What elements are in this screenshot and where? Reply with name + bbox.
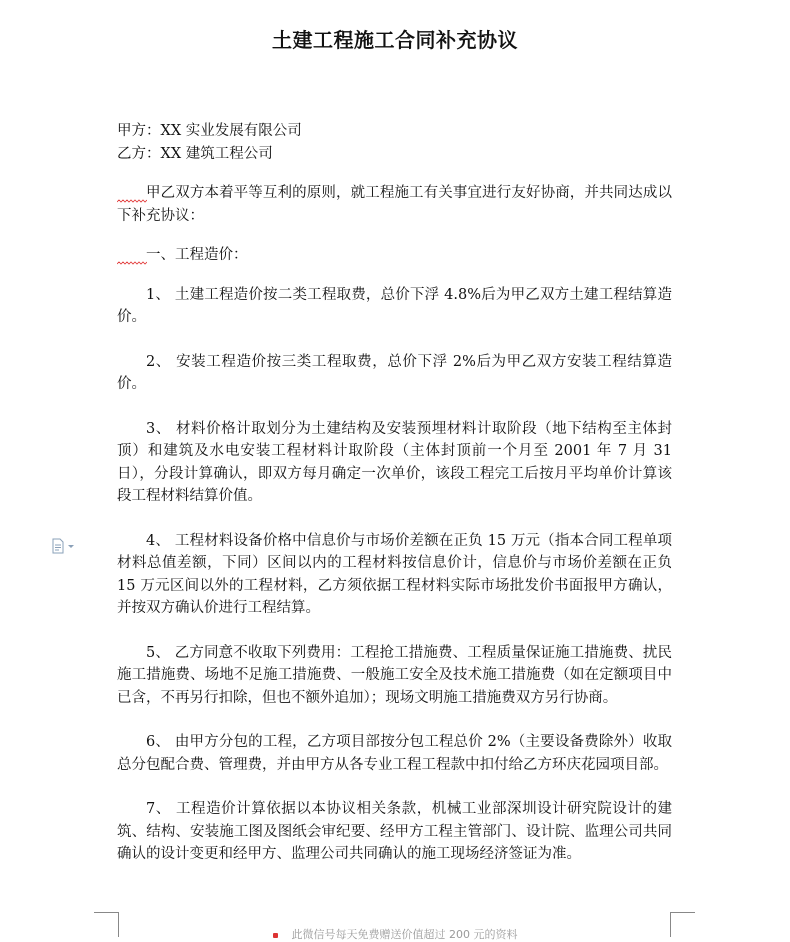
clause-4: 4、 工程材料设备价格中信息价与市场价差额在正负 15 万元（指本合同工程单项材料总值差额，下同）区间以内的工程材料按信息价计，信息价与市场价差额在正负 15 万元区间以外的工程材料，乙方须依据工程材料实际市场批发价书面报甲方确认，并按双方确认价进行工程结算。 [117, 532, 672, 616]
intro-paragraph [117, 182, 672, 227]
clause-7: 7、 工程造价计算依据以本协议相关条款，机械工业部深圳设计研究院设计的建筑、结构、安装施工图及图纸会审纪要、经甲方工程主管部门、设计院、监理公司共同确认的设计变更和经甲方、监理公司共同确认的施工现场经济签证为准。 [117, 801, 672, 862]
spellcheck-squiggle [117, 199, 147, 203]
spellcheck-squiggle [117, 261, 147, 265]
party-a: 甲方：XX 实业发展有限公司 [117, 123, 302, 139]
footer-marker-icon [273, 933, 278, 938]
clause-2: 2、 安装工程造价按三类工程取费，总价下浮 2%后为甲乙双方安装工程结算造价。 [117, 353, 672, 392]
clause-6: 6、 由甲方分包的工程，乙方项目部按分包工程总价 2%（主要设备费除外）收取总分包配合费、管理费，并由甲方从各专业工程工程款中扣付给乙方环庆花园项目部。 [117, 734, 672, 773]
footer-text: 此微信号每天免费赠送价值超过 200 元的资料 [291, 928, 518, 941]
footer-note [0, 926, 790, 942]
clause-5: 5、 乙方同意不收取下列费用：工程抢工措施费、工程质量保证施工措施费、扰民施工措施费、场地不足施工措施费、一般施工安全及技术施工措施费（如在定额项目中已含，不再另行扣除，但也不额外追加）；现场文明施工措施费双方另行协商。 [117, 644, 672, 706]
document-title: 土建工程施工合同补充协议 [272, 28, 518, 52]
document-body [117, 120, 672, 866]
section-heading [117, 244, 672, 267]
party-b: 乙方：XX 建筑工程公司 [117, 145, 273, 162]
section-heading-text: 一、工程造价： [146, 247, 248, 263]
intro-text: 甲乙双方本着平等互利的原则，就工程施工有关事宜进行友好协商，并共同达成以下补充协议： [117, 185, 672, 224]
document-icon[interactable] [50, 538, 78, 554]
clause-1: 1、 土建工程造价按二类工程取费，总价下浮 4.8%后为甲乙双方土建工程结算造价。 [117, 286, 672, 325]
clause-3: 3、 材料价格计取划分为土建结构及安装预埋材料计取阶段（地下结构至主体封顶）和建筑及水电安装工程材料计取阶段（主体封顶前一个月至 2001 年 7 月 31 日），分段计算确认，即双方每月确定一次单价，该段工程完工后按月平均单价计算该段工程材料结算价值。 [117, 420, 672, 504]
